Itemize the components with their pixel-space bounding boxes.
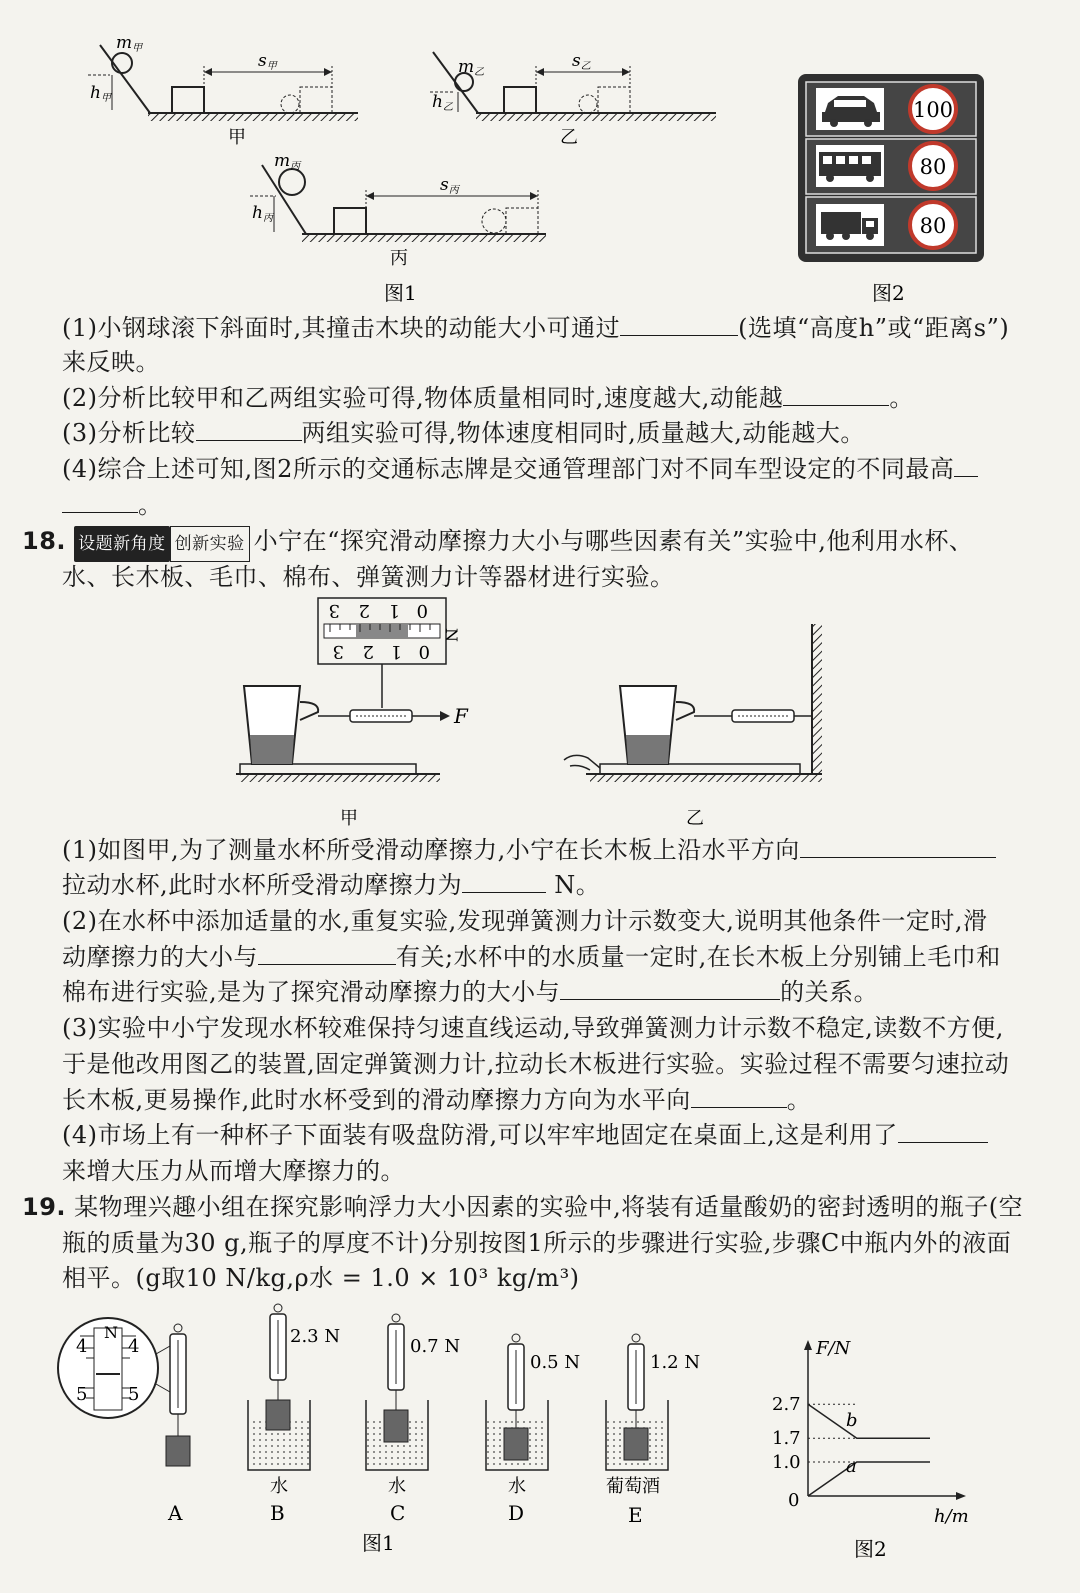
svg-text:m甲: m甲: [116, 33, 143, 54]
reading-d: 0.5 N: [530, 1352, 581, 1373]
block-bing: [334, 208, 366, 234]
svg-text:4: 4: [76, 1336, 88, 1357]
curve-b-label: b: [846, 1410, 858, 1431]
graph-ytick-label: 1.7: [772, 1428, 801, 1450]
q17-part1-line2: 来反映。: [62, 348, 160, 376]
hand-icon: [564, 755, 600, 770]
q18-part1-line2: 拉动水杯,此时水杯所受滑动摩擦力为 N。: [62, 868, 600, 902]
bus-icon: [816, 145, 884, 187]
svg-text:4: 4: [128, 1336, 140, 1357]
step-c-label: C: [390, 1501, 406, 1525]
q17-part4-line1: (4)综合上述可知,图2所示的交通标志牌是交通管理部门对不同车型设定的不同最高: [62, 452, 978, 486]
q18-part1-line1: (1)如图甲,为了测量水杯所受滑动摩擦力,小宁在长木板上沿水平方向: [62, 833, 996, 867]
caption-bing: 丙: [390, 248, 408, 269]
setup-yi: [564, 624, 822, 829]
speed-limit-truck: 80: [919, 214, 947, 238]
q17-part3: (3)分析比较 两组实验可得,物体速度相同时,质量越大,动能越大。: [62, 416, 865, 450]
svg-text:h丙: h丙: [252, 203, 273, 224]
step-e: [606, 1334, 700, 1527]
svg-text:2: 2: [362, 641, 374, 662]
blank-q18-6[interactable]: [898, 1118, 988, 1143]
experiment-yi: [430, 51, 716, 148]
scale-zoom-circle: [58, 1318, 170, 1418]
blank-q17-4[interactable]: [954, 452, 978, 477]
graph-xlabel: h/m: [934, 1506, 969, 1527]
reading-b: 2.3 N: [290, 1326, 341, 1347]
setup-jia: [236, 686, 469, 829]
q18-part4-line2: 来增大压力从而增大摩擦力的。: [62, 1157, 405, 1185]
svg-text:3: 3: [332, 641, 344, 662]
ball-jia: [112, 53, 132, 73]
step-a: [166, 1324, 190, 1525]
svg-text:水: 水: [508, 1476, 526, 1497]
svg-text:1: 1: [390, 641, 402, 662]
spring-scale-zoom: [318, 598, 461, 708]
q18-number: 18.: [22, 527, 67, 555]
graph-ytick-label: 1.0: [772, 1452, 801, 1473]
svg-text:1: 1: [388, 600, 400, 621]
q18-part2-line1: (2)在水杯中添加适量的水,重复实验,发现弹簧测力计示数变大,说明其他条件一定时,滑: [62, 907, 988, 935]
svg-text:3: 3: [328, 600, 340, 621]
q19-intro-line3: 相平。(g取10 N/kg,ρ水 = 1.0 × 10³ kg/m³): [62, 1264, 580, 1292]
experiment-jia: [88, 33, 358, 148]
caption-jia: 甲: [228, 127, 246, 148]
force-depth-graph: [772, 1338, 969, 1527]
svg-text:h乙: h乙: [432, 92, 453, 113]
blank-q17-2[interactable]: [783, 381, 889, 406]
step-b-label: B: [270, 1501, 285, 1525]
step-c: [366, 1314, 460, 1525]
svg-text:0: 0: [416, 600, 428, 621]
truck-icon: [816, 204, 884, 246]
reading-c: 0.7 N: [410, 1336, 461, 1357]
q17-part4-line2: 。: [62, 488, 163, 522]
q17-part1-line1: (1)小钢球滚下斜面时,其撞击木块的动能大小可通过 (选填“高度h”或“距离s”): [62, 311, 1009, 345]
blank-q18-3[interactable]: [258, 940, 396, 965]
caption-yi: 乙: [560, 127, 578, 148]
q18-intro-line1: 18. 设题新角度 创新实验 小宁在“探究滑动摩擦力大小与哪些因素有关”实验中,他利用水杯、: [22, 524, 973, 562]
figure1-caption: 图1: [384, 281, 417, 305]
q17-part2: (2)分析比较甲和乙两组实验可得,物体质量相同时,速度越大,动能越 。: [62, 381, 914, 415]
caption-friction-yi: 乙: [686, 808, 704, 829]
q19-intro-line1: 19. 某物理兴趣小组在探究影响浮力大小因素的实验中,将装有适量酸奶的密封透明的瓶子(空: [22, 1193, 1024, 1221]
experiment-bing: [250, 151, 546, 269]
svg-text:5: 5: [128, 1384, 140, 1405]
graph-series-b: [808, 1404, 930, 1438]
force-label: F: [454, 704, 468, 728]
step-d: [486, 1334, 580, 1525]
svg-text:0: 0: [418, 641, 430, 662]
figure2-caption: 图2: [872, 281, 905, 305]
m-label-jia: m: [116, 33, 133, 53]
buoyancy-figure2-caption: 图2: [854, 1537, 887, 1561]
blank-q18-5[interactable]: [691, 1083, 787, 1108]
speed-limit-bus: 80: [919, 155, 947, 179]
q18-part4-line1: (4)市场上有一种杯子下面装有吸盘防滑,可以牢牢地固定在桌面上,这是利用了: [62, 1118, 988, 1152]
graph-series-a: [808, 1462, 930, 1496]
graph-origin: 0: [788, 1490, 800, 1511]
block-yi: [504, 87, 536, 113]
q18-part3-line1: (3)实验中小宁发现水杯较难保持匀速直线运动,导致弹簧测力计示数不稳定,读数不方便,: [62, 1014, 1004, 1042]
svg-text:水: 水: [270, 1476, 288, 1497]
q19-number: 19.: [22, 1193, 67, 1221]
svg-text:s甲: s甲: [258, 51, 277, 72]
q18-intro-line2: 水、长木板、毛巾、棉布、弹簧测力计等器材进行实验。: [62, 563, 675, 591]
blank-q17-1[interactable]: [620, 311, 738, 336]
blank-q18-2[interactable]: [462, 868, 546, 893]
svg-text:2: 2: [358, 600, 370, 621]
q18-part3-line3: 长木板,更易操作,此时水杯受到的滑动摩擦力方向为水平向 。: [62, 1083, 811, 1117]
blank-q18-4[interactable]: [560, 975, 780, 1000]
reading-e: 1.2 N: [650, 1352, 701, 1373]
svg-text:葡萄酒: 葡萄酒: [606, 1476, 660, 1497]
tag-innovative: 创新实验: [170, 526, 250, 562]
q18-part3-line2: 于是他改用图乙的装置,固定弹簧测力计,拉动长木板进行实验。实验过程不需要匀速拉动: [62, 1050, 1010, 1078]
q18-part2-line2: 动摩擦力的大小与 有关;水杯中的水质量一定时,在长木板上分别铺上毛巾和: [62, 940, 1001, 974]
figure-friction: [0, 590, 1080, 840]
svg-text:h甲: h甲: [90, 83, 111, 104]
buoyancy-figure1-caption: 图1: [362, 1531, 395, 1555]
svg-text:5: 5: [76, 1384, 88, 1405]
step-e-label: E: [628, 1503, 643, 1527]
q18-part2-line3: 棉布进行实验,是为了探究滑动摩擦力的大小与 的关系。: [62, 975, 878, 1009]
ball-bing: [279, 169, 305, 195]
svg-text:水: 水: [388, 1476, 406, 1497]
tag-new-angle: 设题新角度: [74, 526, 170, 562]
blank-q17-3[interactable]: [196, 416, 302, 441]
svg-text:N: N: [442, 628, 461, 642]
svg-text:s丙: s丙: [440, 175, 459, 196]
svg-text:m丙: m丙: [274, 151, 301, 172]
svg-text:s乙: s乙: [572, 51, 591, 72]
blank-q18-1[interactable]: [800, 833, 996, 858]
block-jia: [172, 87, 204, 113]
caption-friction-jia: 甲: [340, 808, 358, 829]
car-icon: [816, 88, 884, 130]
graph-ytick-label: 2.7: [772, 1394, 801, 1416]
figure-kinetic-energy: [0, 0, 1080, 310]
svg-text:m乙: m乙: [458, 57, 485, 78]
step-d-label: D: [508, 1501, 525, 1525]
curve-a-label: a: [846, 1456, 857, 1477]
traffic-sign: [798, 74, 984, 262]
speed-limit-car: 100: [912, 98, 954, 122]
step-a-label: A: [168, 1501, 183, 1525]
svg-text:N: N: [104, 1323, 118, 1342]
figure-buoyancy: [0, 1300, 1080, 1593]
graph-ylabel: F/N: [816, 1338, 851, 1359]
step-b: [248, 1304, 340, 1525]
q19-intro-line2: 瓶的质量为30 g,瓶子的厚度不计)分别按图1所示的步骤进行实验,步骤C中瓶内外的液面: [62, 1229, 1012, 1257]
